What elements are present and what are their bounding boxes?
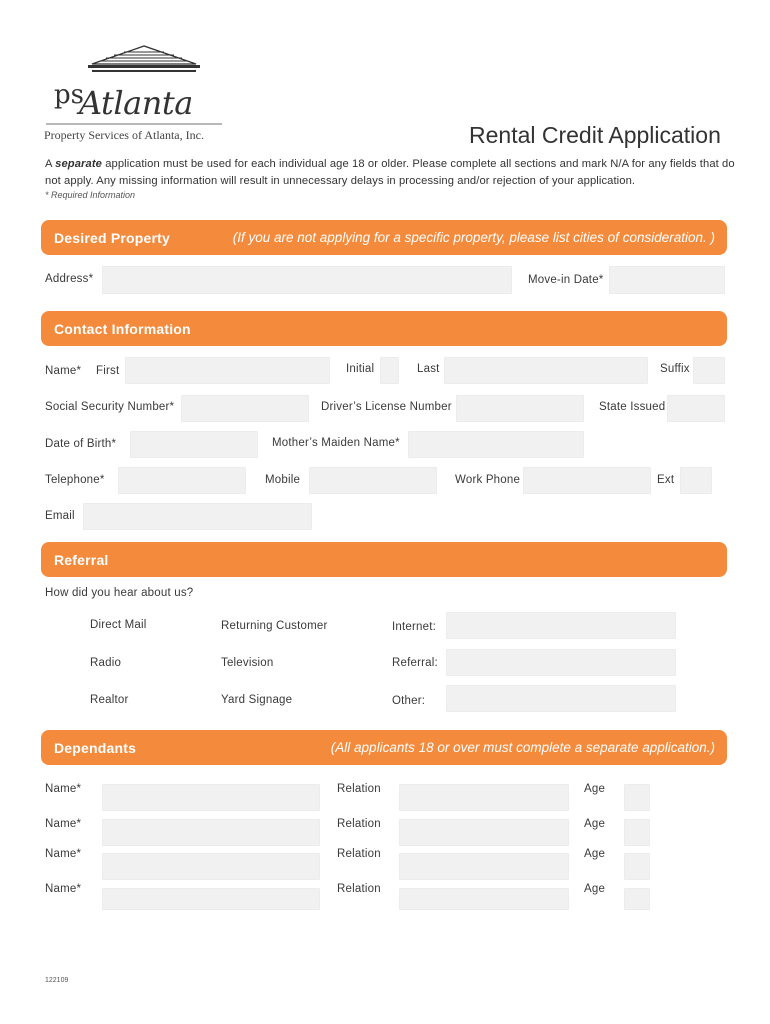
direct-mail-option[interactable]: Direct Mail bbox=[90, 619, 147, 631]
dob-field[interactable] bbox=[130, 431, 258, 458]
returning-customer-option[interactable]: Returning Customer bbox=[221, 620, 328, 632]
referral-question: How did you hear about us? bbox=[45, 587, 194, 599]
ext-field[interactable] bbox=[680, 467, 712, 494]
dependant-4-relation-label: Relation bbox=[337, 883, 381, 895]
television-option[interactable]: Television bbox=[221, 657, 274, 669]
section-dependants bbox=[41, 730, 727, 765]
logo-name: Atlanta bbox=[79, 84, 193, 122]
maiden-name-label: Mother’s Maiden Name* bbox=[272, 437, 400, 449]
initial-field[interactable] bbox=[380, 357, 399, 384]
dependant-1-age-field[interactable] bbox=[624, 784, 650, 811]
initial-label: Initial bbox=[346, 363, 375, 375]
referral-field[interactable] bbox=[446, 649, 676, 676]
move-in-label: Move-in Date* bbox=[528, 274, 604, 286]
telephone-label: Telephone* bbox=[45, 474, 105, 486]
dependant-2-age-field[interactable] bbox=[624, 819, 650, 846]
first-name-label: First bbox=[96, 365, 120, 377]
dependant-4-relation-field[interactable] bbox=[399, 888, 569, 910]
first-name-field[interactable] bbox=[125, 357, 330, 384]
intro-rest: application must be used for each individual age 18 or older. Please complete all sections and mark N/A for any fields that do not apply. Any missing information will result in unnecessary delays in processing and/or rejection of your application. bbox=[45, 158, 735, 187]
suffix-label: Suffix bbox=[660, 363, 690, 375]
address-field[interactable] bbox=[102, 266, 512, 294]
dependant-2-name-field[interactable] bbox=[102, 819, 320, 846]
section-referral bbox=[41, 542, 727, 577]
internet-field[interactable] bbox=[446, 612, 676, 639]
page-title: Rental Credit Application bbox=[469, 122, 721, 148]
dependant-3-name-label: Name* bbox=[45, 848, 82, 860]
yard-signage-option[interactable]: Yard Signage bbox=[221, 694, 293, 706]
dependant-1-name-field[interactable] bbox=[102, 784, 320, 811]
email-field[interactable] bbox=[83, 503, 312, 530]
license-field[interactable] bbox=[456, 395, 584, 422]
dependant-2-relation-label: Relation bbox=[337, 818, 381, 830]
dob-label: Date of Birth* bbox=[45, 438, 117, 450]
required-note: * Required Information bbox=[45, 190, 136, 200]
state-issued-field[interactable] bbox=[667, 395, 725, 422]
dependant-3-relation-field[interactable] bbox=[399, 853, 569, 880]
intro-prefix: A bbox=[45, 158, 56, 170]
work-phone-field[interactable] bbox=[523, 467, 651, 494]
last-name-label: Last bbox=[417, 363, 440, 375]
section-title: Dependants bbox=[54, 740, 137, 756]
logo-ps: ps bbox=[54, 80, 84, 110]
dependant-4-age-field[interactable] bbox=[624, 888, 650, 910]
internet-label: Internet: bbox=[392, 621, 436, 633]
dependant-2-age-label: Age bbox=[584, 818, 606, 830]
dependant-1-relation-field[interactable] bbox=[399, 784, 569, 811]
realtor-option[interactable]: Realtor bbox=[90, 694, 129, 706]
dependant-4-name-field[interactable] bbox=[102, 888, 320, 910]
dependant-1-name-label: Name* bbox=[45, 783, 82, 795]
ext-label: Ext bbox=[657, 474, 675, 486]
section-note: (All applicants 18 or over must complete a separate application.) bbox=[330, 740, 715, 755]
building-roof-icon bbox=[84, 44, 204, 78]
mobile-label: Mobile bbox=[265, 474, 301, 486]
section-title: Referral bbox=[54, 552, 109, 568]
section-title: Desired Property bbox=[54, 230, 171, 246]
company-logo bbox=[44, 42, 224, 146]
name-label: Name* bbox=[45, 365, 82, 377]
logo-divider bbox=[46, 122, 222, 126]
section-desired-property bbox=[41, 220, 727, 255]
intro-text bbox=[45, 156, 750, 190]
logo-subtitle: Property Services of Atlanta, Inc. bbox=[44, 128, 204, 142]
section-title: Contact Information bbox=[54, 321, 191, 337]
dependant-2-name-label: Name* bbox=[45, 818, 82, 830]
other-field[interactable] bbox=[446, 685, 676, 712]
dependant-3-name-field[interactable] bbox=[102, 853, 320, 880]
referral-label: Referral: bbox=[392, 657, 438, 669]
section-note: (If you are not applying for a specific property, please list cities of consideration. ) bbox=[232, 230, 715, 245]
last-name-field[interactable] bbox=[444, 357, 648, 384]
other-label: Other: bbox=[392, 695, 426, 707]
work-phone-label: Work Phone bbox=[455, 474, 521, 486]
dependant-2-relation-field[interactable] bbox=[399, 819, 569, 846]
maiden-name-field[interactable] bbox=[408, 431, 584, 458]
dependant-1-relation-label: Relation bbox=[337, 783, 381, 795]
address-label: Address* bbox=[45, 273, 94, 285]
dependant-4-name-label: Name* bbox=[45, 883, 82, 895]
dependant-3-age-label: Age bbox=[584, 848, 606, 860]
ssn-field[interactable] bbox=[181, 395, 309, 422]
mobile-field[interactable] bbox=[309, 467, 437, 494]
suffix-field[interactable] bbox=[693, 357, 725, 384]
ssn-label: Social Security Number* bbox=[45, 401, 175, 413]
email-label: Email bbox=[45, 510, 75, 522]
dependant-3-age-field[interactable] bbox=[624, 853, 650, 880]
dependant-1-age-label: Age bbox=[584, 783, 606, 795]
license-label: Driver’s License Number bbox=[321, 401, 452, 413]
telephone-field[interactable] bbox=[118, 467, 246, 494]
move-in-date-field[interactable] bbox=[609, 266, 725, 294]
intro-emphasis: separate bbox=[55, 158, 102, 170]
form-code: 122109 bbox=[45, 977, 69, 984]
dependant-4-age-label: Age bbox=[584, 883, 606, 895]
state-issued-label: State Issued bbox=[599, 401, 666, 413]
radio-option[interactable]: Radio bbox=[90, 657, 122, 669]
section-contact-information bbox=[41, 311, 727, 346]
dependant-3-relation-label: Relation bbox=[337, 848, 381, 860]
